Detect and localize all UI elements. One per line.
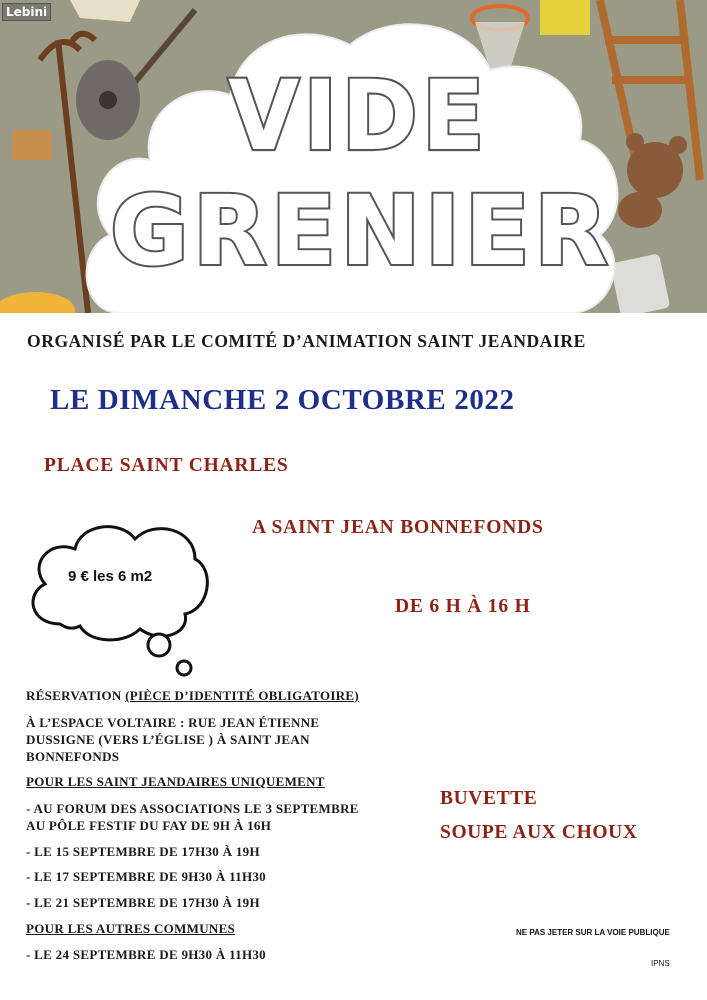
date-item: - LE 15 SEPTEMBRE DE 17H30 À 19H (26, 844, 260, 859)
brand-logo: Lebini (2, 3, 51, 21)
event-date: LE DIMANCHE 2 OCTOBRE 2022 (50, 384, 515, 416)
ipns-mark: IPNS (651, 959, 670, 968)
header-banner (0, 0, 707, 313)
date-item: - LE 21 SEPTEMBRE DE 17H30 À 19H (26, 895, 260, 910)
location-line: BONNEFONDS (26, 749, 120, 764)
forum-line: - AU FORUM DES ASSOCIATIONS LE 3 SEPTEMBRE (26, 801, 359, 816)
soup-label: SOUPE AUX CHOUX (440, 822, 638, 843)
price-cloud-icon (20, 514, 220, 684)
buvette-label: BUVETTE (440, 788, 538, 809)
reservation-heading (26, 687, 359, 704)
reservation-location (26, 714, 319, 765)
others-date: - LE 24 SEPTEMBRE DE 9H30 À 11H30 (26, 947, 266, 962)
locals-heading: POUR LES SAINT JEANDAIRES UNIQUEMENT (26, 774, 325, 789)
others-heading: POUR LES AUTRES COMMUNES (26, 921, 236, 936)
price-label: 9 € les 6 m2 (68, 568, 153, 585)
event-place: PLACE SAINT CHARLES (44, 455, 289, 476)
title-line-2: GRENIER (110, 175, 612, 287)
forum-line: AU PÔLE FESTIF DU FAY DE 9H À 16H (26, 818, 272, 833)
event-town: A SAINT JEAN BONNEFONDS (252, 517, 544, 538)
organizer-line: ORGANISÉ PAR LE COMITÉ D’ANIMATION SAINT JEANDAIRE (27, 331, 586, 351)
date-item: - LE 17 SEPTEMBRE DE 9H30 À 11H30 (26, 869, 266, 884)
reservation-id-note: (PIÈCE D’IDENTITÉ OBLIGATOIRE) (125, 688, 360, 703)
forum-info (26, 800, 359, 834)
event-hours: DE 6 H À 16 H (395, 596, 531, 617)
title-line-1: VIDE (228, 60, 489, 173)
litter-note: NE PAS JETER SUR LA VOIE PUBLIQUE (516, 928, 670, 937)
reservation-label: RÉSERVATION (26, 688, 122, 703)
location-line: DUSSIGNE (VERS L’ÉGLISE ) À SAINT JEAN (26, 732, 310, 747)
location-line: À L’ESPACE VOLTAIRE : RUE JEAN ÉTIENNE (26, 715, 320, 730)
